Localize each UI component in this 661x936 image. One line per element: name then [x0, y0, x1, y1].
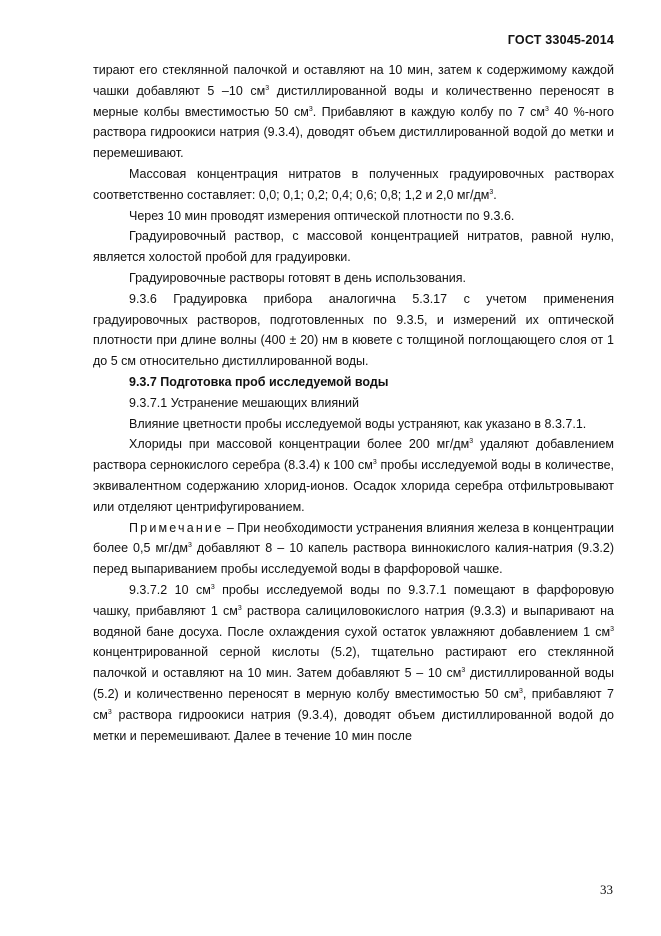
section-heading: 9.3.7 Подготовка проб исследуемой воды — [129, 374, 389, 389]
paragraph: Массовая концентрация нитратов в полученных градуировочных растворах соответственно составляет: 0,0; 0,1; 0,2; 0,4; 0,6; 0,8; 1,2 и 2,0 $мг/дм^3$. — [93, 166, 614, 202]
paragraph: Хлориды при массовой концентрации более 200 $мг/дм^3$ удаляют добавлением раствора сернокислого серебра (8.3.4) к 100 $см^3$ пробы исследуемой воды в количестве, эквивалентном содержанию хлорид-ионов. Осадок хлорида серебра отфильтровывают или отделяют центрифугированием. — [93, 437, 615, 514]
page-number: 33 — [600, 882, 613, 897]
paragraph: Градуировочный раствор, с массовой концентрацией нитратов, равной нулю, является холостой пробой для градуировки. — [93, 229, 614, 265]
document-header: ГОСТ 33045-2014 — [507, 33, 614, 47]
paragraph: Градуировочные растворы готовят в день использования. — [129, 270, 466, 285]
paragraph: 9.3.7.2 10 $см^3$ пробы исследуемой воды по 9.3.7.1 помещают в фарфоровую чашку, прибавляют 1 $см^3$ раствора салициловокислого натрия (9.3.3) и выпаривают на водяной бане досуха. После охлаждения сухой остаток увлажняют добавлением 1 $см^3$ концентрированной серной кислоты (5.2), тщательно растирают его стеклянной палочкой и оставляют на 10 мин. Затем добавляют 5 – 10 $см^3$ дистиллированной воды (5.2) и количественно переносят в мерную колбу вместимостью 50 $см^3$, прибавляют 7 $см^3$ раствора гидроокиси натрия (9.3.4), доводят объем дистиллированной водой до метки и перемешивают. Далее в течение 10 мин после — [93, 582, 615, 743]
paragraph: 9.3.6 Градуировка прибора аналогична 5.3.17 с учетом применения градуировочных растворов, подготовленных по 9.3.5, и измерений их оптической плотности при длине волны (400 ± 20) нм в кювете с толщиной поглощающего слоя от 1 до 5 см относительно дистиллированной воды. — [93, 291, 614, 369]
paragraph: тирают его стеклянной палочкой и оставляют на 10 мин, затем к содержимому каждой чашки добавляют 5 –10 $см^3$ дистиллированной воды и количественно переносят в мерные колбы вместимостью 50 $см^3$. Прибавляют в каждую колбу по 7 $см^3$ 40 %-ного раствора гидроокиси натрия (9.3.4), доводят объем дистиллированной водой до метки и перемешивают. — [93, 63, 614, 161]
note-label: Примечание — [129, 520, 224, 535]
paragraph: Через 10 мин проводят измерения оптической плотности по 9.3.6. — [129, 208, 515, 223]
document-body — [93, 60, 614, 746]
paragraph: 9.3.7.1 Устранение мешающих влияний — [129, 395, 360, 410]
paragraph: Влияние цветности пробы исследуемой воды устраняют, как указано в 8.3.7.1. — [129, 416, 587, 431]
note-paragraph: Примечание – При необходимости устранения влияния железа в концентрации более 0,5 $мг/дм^3$ добавляют 8 – 10 капель раствора виннокислого калия-натрия (9.3.2) перед выпариванием пробы исследуемой воды в фарфоровой чашке. — [93, 520, 614, 577]
